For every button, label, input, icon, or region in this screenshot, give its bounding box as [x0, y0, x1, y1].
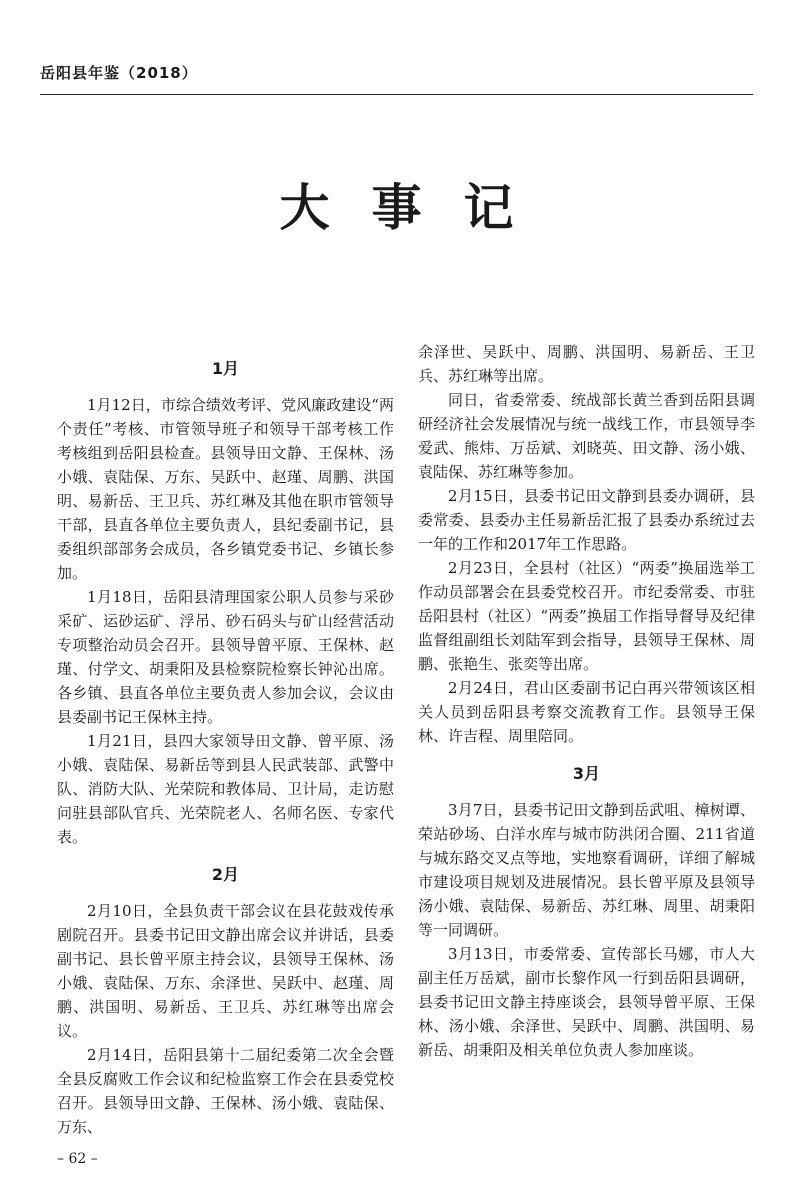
entry-paragraph: 2月10日，全县负责干部会议在县花鼓戏传承剧院召开。县委书记田文静出席会议并讲话，县委副书记、县长曾平原主持会议，县领导王保林、汤小娥、袁陆保、万东、余泽世、吴跃中、赵瑾、周鹏、洪国明、易新岳、王卫兵、苏红琳等出席会议。 [57, 902, 394, 1040]
entry-paragraph: 2月14日，岳阳县第十二届纪委第二次全会暨全县反腐败工作会议和纪检监察工作会在县委党校召开。县领导田文静、王保林、汤小娥、袁陆保、万东、 [57, 1046, 394, 1136]
entry-paragraph: 3月7日，县委书记田文静到岳武咀、樟树谭、荣站砂场、白洋水库与城市防洪闭合圈、211省道与城东路交叉点等地，实地察看调研，详细了解城市建设项目规划及进展情况。县长曾平原及县领导汤小娥、袁陆保、易新岳、苏红琳、周里、胡秉阳等一同调研。 [418, 801, 755, 939]
entry-paragraph: 2月23日，全县村（社区）“两委”换届选举工作动员部署会在县委党校召开。市纪委常委、市驻岳阳县村（社区）“两委”换届工作指导督导及纪律监督组副组长刘陆军到会指导，县领导王保林、周鹏、张艳生、张奕等出席。 [418, 559, 755, 673]
entry-paragraph: 1月21日，县四大家领导田文静、曾平原、汤小娥、袁陆保、易新岳等到县人民武装部、武警中队、消防大队、光荣院和教体局、卫计局，走访慰问驻县部队官兵、光荣院老人、名师名医、专家代表。 [57, 732, 394, 846]
right-column [418, 340, 755, 1062]
section-heading-jan: 1月 [211, 359, 240, 378]
entry-paragraph: 同日，省委常委、统战部长黄兰香到岳阳县调研经济社会发展情况与统一战线工作，市县领导李爱武、熊炜、万岳斌、刘晓英、田文静、汤小娥、袁陆保、苏红琳等参加。 [418, 391, 755, 481]
entry-paragraph-continued: 余泽世、吴跃中、周鹏、洪国明、易新岳、王卫兵、苏红琳等出席。 [418, 343, 755, 385]
section-heading-mar: 3月 [572, 764, 601, 783]
left-column [57, 340, 394, 1139]
entry-paragraph: 2月15日，县委书记田文静到县委办调研，县委常委、县委办主任易新岳汇报了县委办系统过去一年的工作和2017年工作思路。 [418, 487, 755, 553]
running-head: 岳阳县年鉴（2018） [40, 64, 198, 82]
entry-paragraph: 2月24日，君山区委副书记白再兴带领该区相关人员到岳阳县考察交流教育工作。县领导王保林、许吉程、周里陪同。 [418, 679, 755, 745]
entry-paragraph: 3月13日，市委常委、宣传部长马娜，市人大副主任万岳斌，副市长黎作风一行到岳阳县调研，县委书记田文静主持座谈会，县领导曾平原、王保林、汤小娥、余泽世、吴跃中、周鹏、洪国明、易新岳、胡秉阳及相关单位负责人参加座谈。 [418, 945, 755, 1059]
header-rule [40, 94, 753, 95]
page-title: 大事记 [279, 179, 556, 237]
section-heading-feb: 2月 [211, 865, 240, 884]
entry-paragraph: 1月18日，岳阳县清理国家公职人员参与采砂采矿、运砂运矿、浮吊、砂石码头与矿山经营活动专项整治动员会召开。县领导曾平原、王保林、赵瑾、付学文、胡秉阳及县检察院检察长钟沁出席。各乡镇、县直各单位主要负责人参加会议，会议由县委副书记王保林主持。 [57, 588, 394, 726]
page-number: – 62 – [57, 1151, 98, 1167]
entry-paragraph: 1月12日，市综合绩效考评、党风廉政建设“两个责任”考核、市管领导班子和领导干部考核工作考核组到岳阳县检查。县领导田文静、王保林、汤小娥、袁陆保、万东、吴跃中、赵瑾、周鹏、洪国明、易新岳、王卫兵、苏红琳及其他在职市管领导干部，县直各单位主要负责人，县纪委副书记，县委组织部部务会成员，各乡镇党委书记、乡镇长参加。 [57, 396, 394, 582]
columns [57, 340, 754, 1139]
